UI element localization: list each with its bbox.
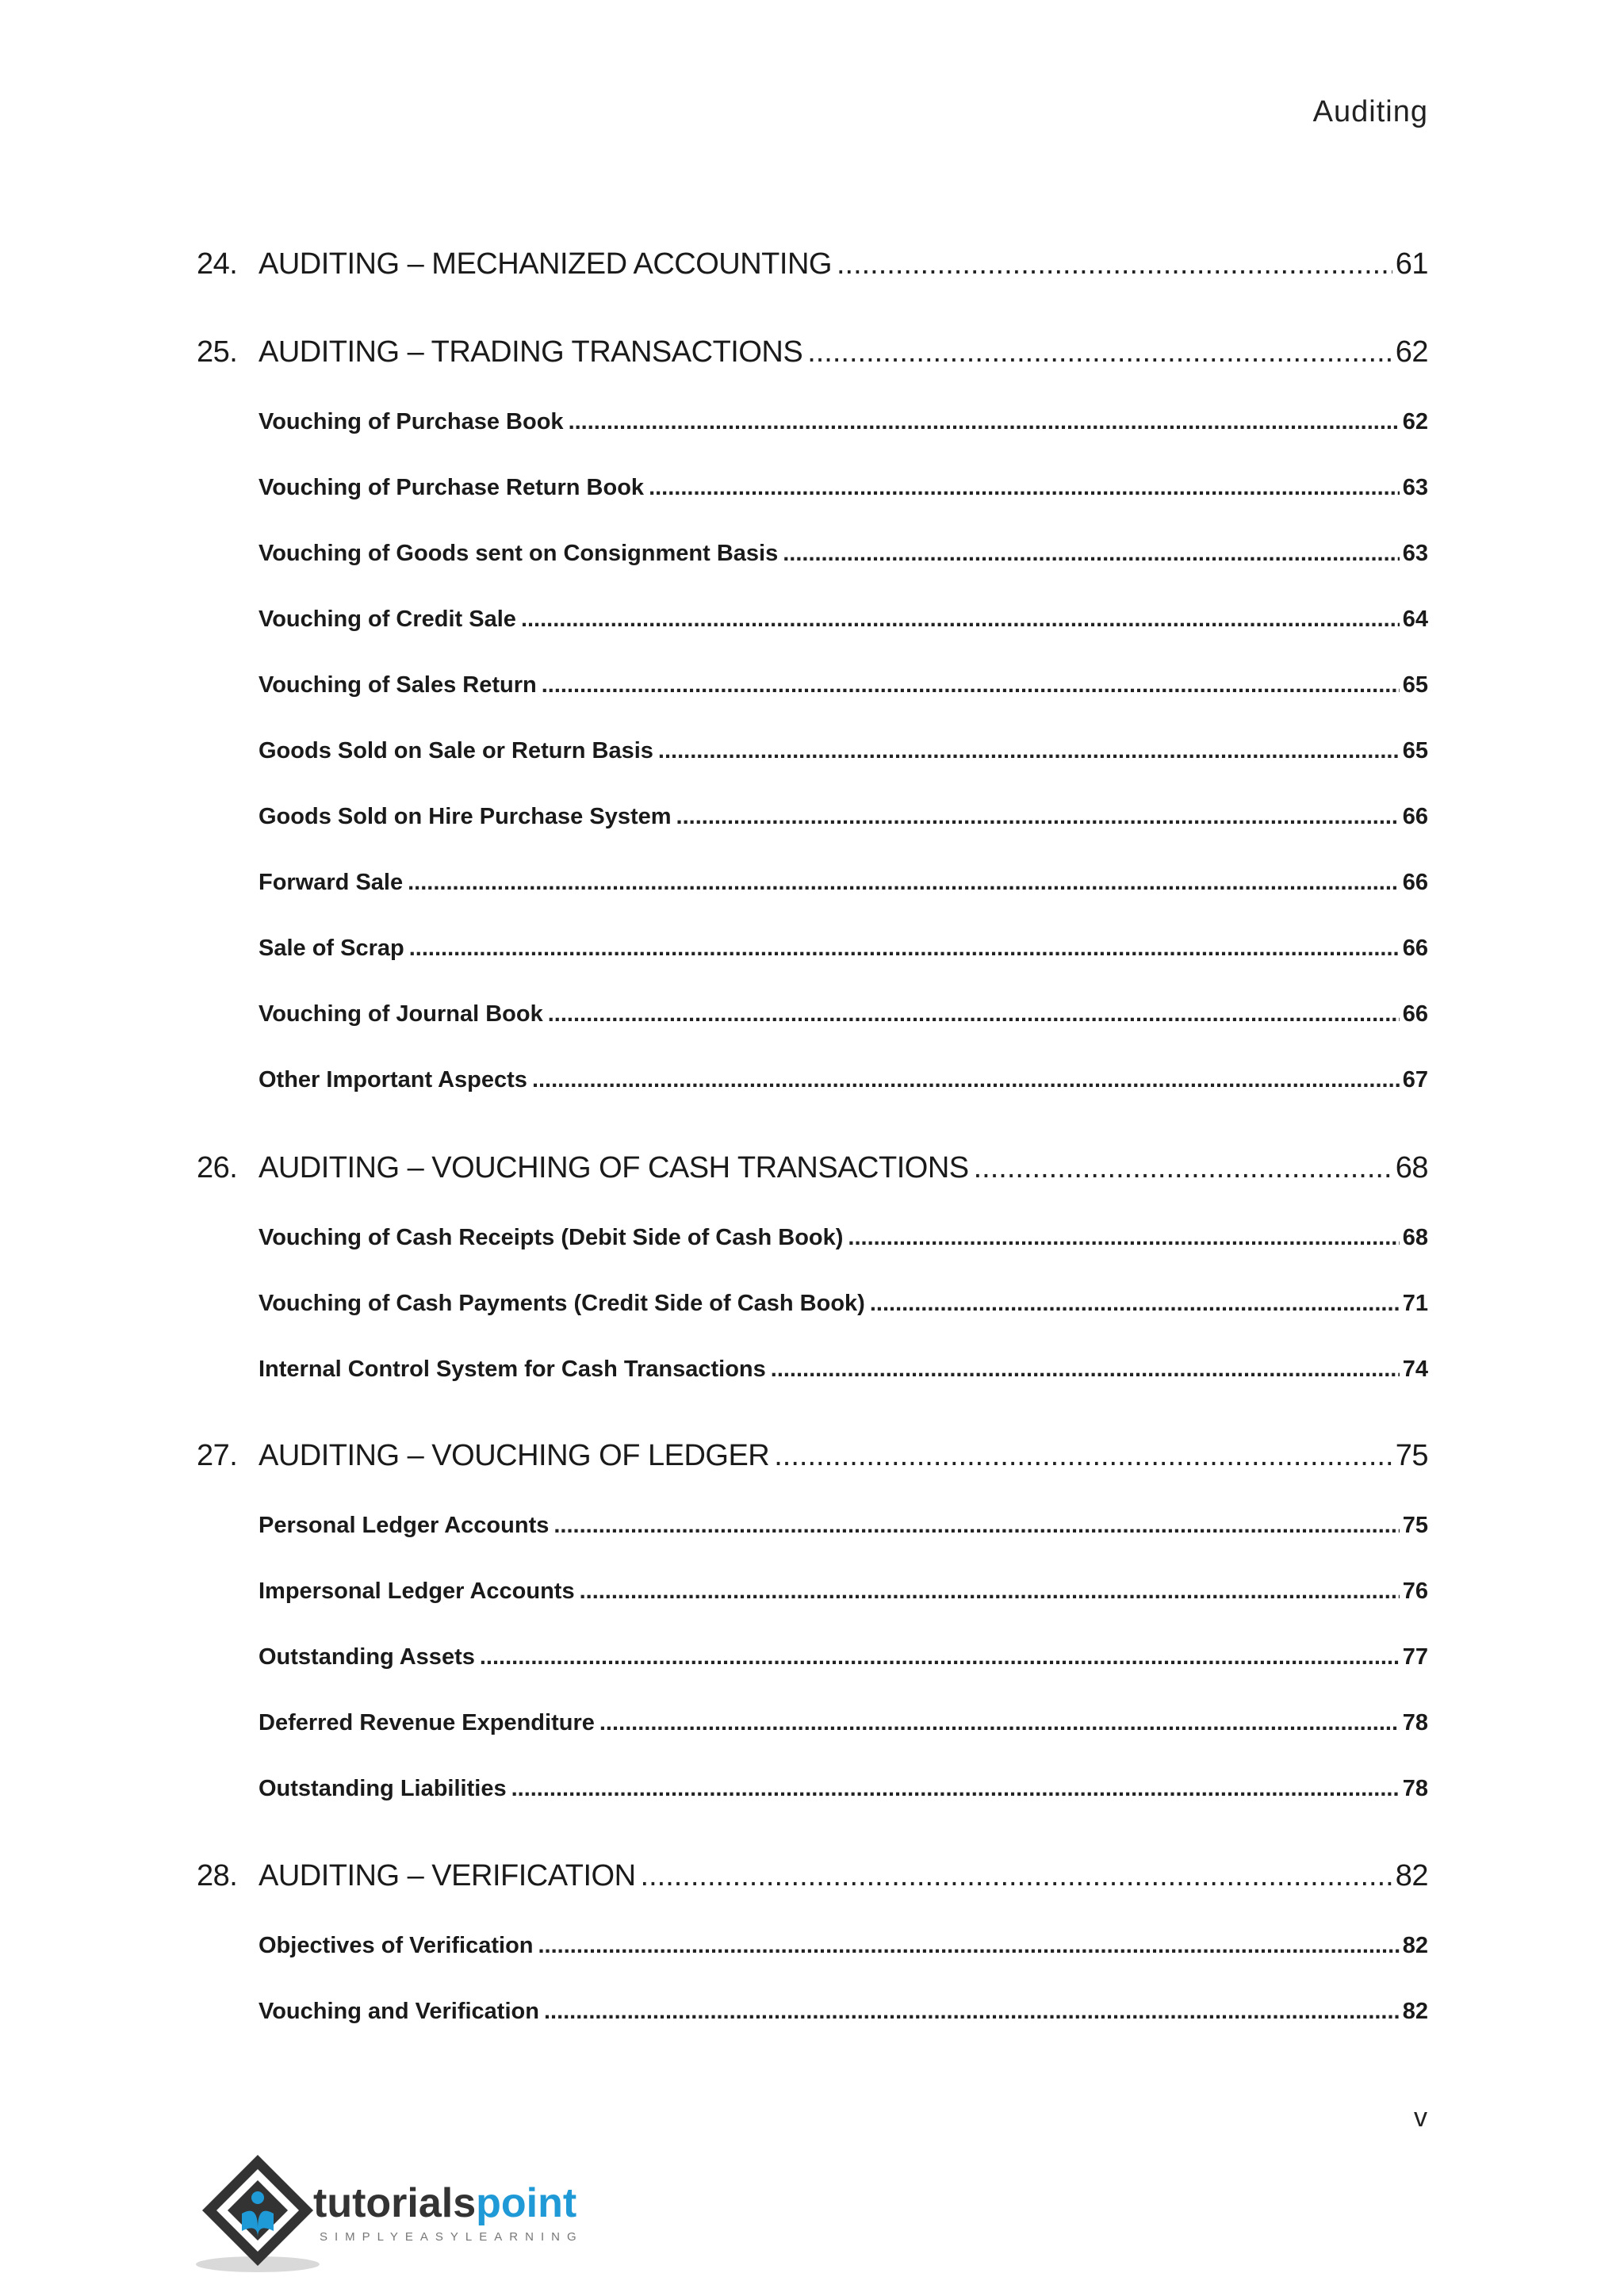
toc-entry-section[interactable] xyxy=(197,870,1428,896)
toc-entry-chapter-24[interactable] xyxy=(197,247,1428,281)
toc-entry-section[interactable] xyxy=(197,1644,1428,1670)
tutorialspoint-logo xyxy=(194,2149,638,2275)
running-header: Auditing xyxy=(1312,95,1428,128)
chapter-title: AUDITING – VOUCHING OF LEDGER xyxy=(259,1439,770,1472)
dot-leader xyxy=(676,804,1400,830)
section-title: Vouching of Credit Sale xyxy=(259,607,516,632)
section-title: Vouching of Goods sent on Consignment Basis xyxy=(259,541,779,566)
page-reference: 75 xyxy=(1395,1439,1428,1472)
dot-leader xyxy=(774,1439,1392,1473)
toc-entry-section[interactable] xyxy=(197,1513,1428,1539)
toc-entry-section[interactable] xyxy=(197,541,1428,567)
page-reference: 66 xyxy=(1402,870,1428,895)
section-title: Vouching of Journal Book xyxy=(259,1001,543,1027)
toc-entry-section[interactable] xyxy=(197,1710,1428,1736)
page-reference: 71 xyxy=(1402,1291,1428,1316)
page-reference: 61 xyxy=(1395,247,1428,281)
page-reference: 62 xyxy=(1402,409,1428,434)
section-title: Vouching of Cash Receipts (Debit Side of Cash Book) xyxy=(259,1225,844,1250)
page-reference: 65 xyxy=(1402,672,1428,698)
dot-leader xyxy=(837,247,1392,281)
chapter-title: AUDITING – TRADING TRANSACTIONS xyxy=(259,335,803,369)
toc-entry-section[interactable] xyxy=(197,1001,1428,1027)
dot-leader xyxy=(569,409,1400,435)
page-reference: 66 xyxy=(1402,1001,1428,1027)
page-reference: 68 xyxy=(1402,1225,1428,1250)
page-reference: 67 xyxy=(1402,1067,1428,1093)
section-title: Outstanding Liabilities xyxy=(259,1776,507,1801)
toc-entry-chapter-28[interactable] xyxy=(197,1859,1428,1893)
chapter-number: 26. xyxy=(197,1151,238,1184)
section-title: Outstanding Assets xyxy=(259,1644,475,1670)
toc-entry-section[interactable] xyxy=(197,1578,1428,1605)
page-reference: 77 xyxy=(1402,1644,1428,1670)
page-number: v xyxy=(1414,2103,1427,2133)
chapter-title: AUDITING – VOUCHING OF CASH TRANSACTIONS xyxy=(259,1151,969,1184)
dot-leader xyxy=(521,607,1400,633)
chapter-number: 24. xyxy=(197,247,238,281)
dot-leader xyxy=(641,1859,1392,1893)
section-title: Personal Ledger Accounts xyxy=(259,1513,550,1538)
section-title: Vouching of Purchase Return Book xyxy=(259,475,645,500)
toc-entry-section[interactable] xyxy=(197,1776,1428,1802)
section-title: Vouching of Purchase Book xyxy=(259,409,564,434)
page-reference: 66 xyxy=(1402,936,1428,961)
dot-leader xyxy=(783,541,1400,567)
dot-leader xyxy=(807,335,1392,369)
page-reference: 78 xyxy=(1402,1710,1428,1735)
section-title: Vouching of Cash Payments (Credit Side of Cash Book) xyxy=(259,1291,865,1316)
chapter-title: AUDITING – VERIFICATION xyxy=(259,1859,636,1892)
toc-entry-section[interactable] xyxy=(197,1933,1428,1959)
chapter-title: AUDITING – MECHANIZED ACCOUNTING xyxy=(259,247,832,281)
toc-entry-section[interactable] xyxy=(197,738,1428,764)
chapter-number: 28. xyxy=(197,1859,238,1892)
toc-entry-chapter-25[interactable] xyxy=(197,335,1428,369)
page-reference: 62 xyxy=(1395,335,1428,369)
dot-leader xyxy=(480,1644,1400,1670)
toc-entry-chapter-26[interactable] xyxy=(197,1151,1428,1185)
dot-leader xyxy=(974,1151,1392,1185)
dot-leader xyxy=(870,1291,1400,1317)
dot-leader xyxy=(649,475,1400,501)
toc-entry-section[interactable] xyxy=(197,607,1428,633)
page-reference: 74 xyxy=(1402,1357,1428,1382)
logo-wordmark: tutorialspoint xyxy=(313,2180,577,2226)
page-reference: 78 xyxy=(1402,1776,1428,1801)
toc-entry-section[interactable] xyxy=(197,1225,1428,1251)
toc-entry-section[interactable] xyxy=(197,1067,1428,1093)
toc-entry-section[interactable] xyxy=(197,804,1428,830)
toc-entry-section[interactable] xyxy=(197,936,1428,962)
section-title: Vouching of Sales Return xyxy=(259,672,537,698)
logo-tagline: SIMPLYEASYLEARNING xyxy=(320,2230,584,2244)
section-title: Deferred Revenue Expenditure xyxy=(259,1710,595,1735)
dot-leader xyxy=(771,1357,1400,1383)
toc-entry-section[interactable] xyxy=(197,409,1428,435)
chapter-number: 27. xyxy=(197,1439,238,1472)
dot-leader xyxy=(548,1001,1400,1027)
section-title: Sale of Scrap xyxy=(259,936,404,961)
dot-leader xyxy=(580,1578,1400,1605)
section-title: Impersonal Ledger Accounts xyxy=(259,1578,575,1604)
dot-leader xyxy=(542,672,1400,698)
page-reference: 63 xyxy=(1402,541,1428,566)
chapter-number: 25. xyxy=(197,335,238,369)
page-reference: 82 xyxy=(1402,1999,1428,2024)
section-title: Goods Sold on Hire Purchase System xyxy=(259,804,672,829)
dot-leader xyxy=(553,1513,1399,1539)
toc-entry-chapter-27[interactable] xyxy=(197,1439,1428,1473)
page-reference: 82 xyxy=(1395,1859,1428,1892)
dot-leader xyxy=(511,1776,1400,1802)
toc-entry-section[interactable] xyxy=(197,1291,1428,1317)
dot-leader xyxy=(848,1225,1399,1251)
page-reference: 64 xyxy=(1402,607,1428,632)
page-reference: 63 xyxy=(1402,475,1428,500)
section-title: Other Important Aspects xyxy=(259,1067,527,1093)
dot-leader xyxy=(409,936,1400,962)
dot-leader xyxy=(532,1067,1400,1093)
page-reference: 66 xyxy=(1402,804,1428,829)
dot-leader xyxy=(538,1933,1400,1959)
page-reference: 65 xyxy=(1402,738,1428,763)
section-title: Objectives of Verification xyxy=(259,1933,534,1958)
logo-icon xyxy=(194,2149,638,2275)
dot-leader xyxy=(408,870,1400,896)
section-title: Forward Sale xyxy=(259,870,404,895)
page-reference: 75 xyxy=(1402,1513,1428,1538)
section-title: Goods Sold on Sale or Return Basis xyxy=(259,738,653,763)
page-reference: 76 xyxy=(1402,1578,1428,1604)
toc-entry-section[interactable] xyxy=(197,1357,1428,1383)
page-reference: 82 xyxy=(1402,1933,1428,1958)
dot-leader xyxy=(599,1710,1400,1736)
toc-entry-section[interactable] xyxy=(197,1999,1428,2025)
section-title: Vouching and Verification xyxy=(259,1999,539,2024)
dot-leader xyxy=(544,1999,1400,2025)
table-of-contents xyxy=(197,0,1428,2141)
section-title: Internal Control System for Cash Transactions xyxy=(259,1357,766,1382)
page-reference: 68 xyxy=(1395,1151,1428,1184)
toc-entry-section[interactable] xyxy=(197,475,1428,501)
toc-entry-section[interactable] xyxy=(197,672,1428,698)
dot-leader xyxy=(658,738,1400,764)
